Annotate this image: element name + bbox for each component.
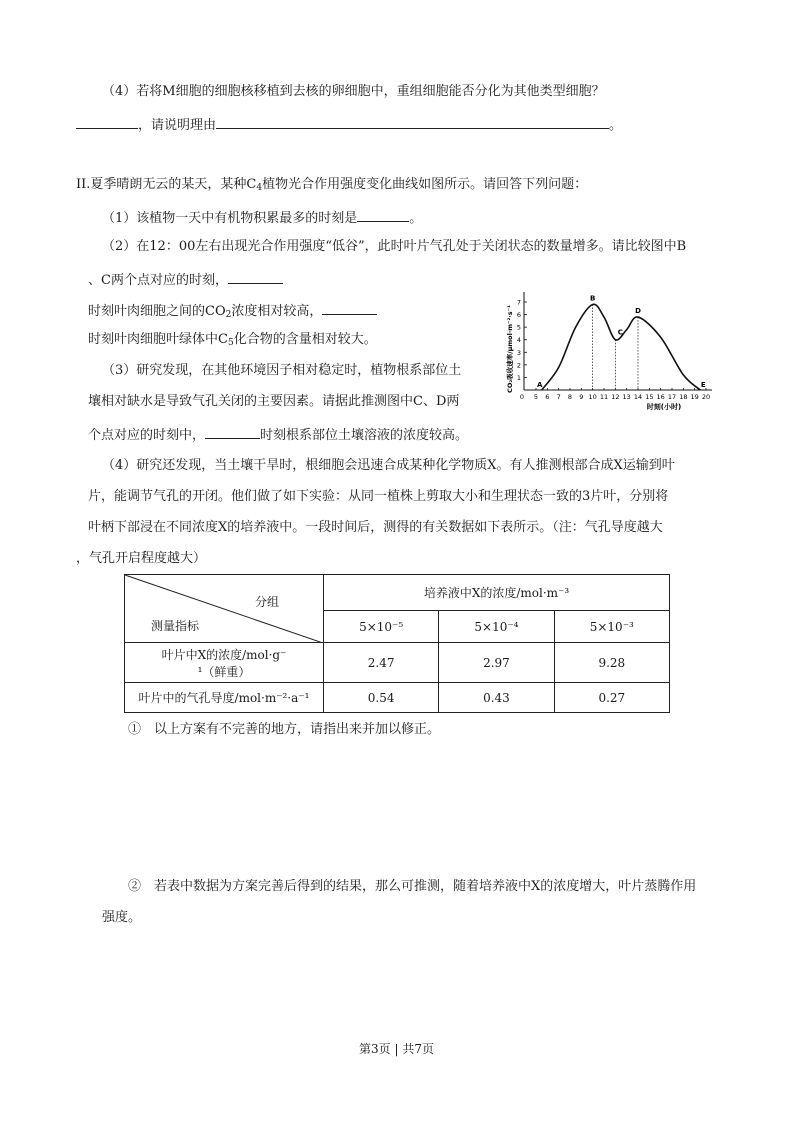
y-tick-label: 6 bbox=[516, 311, 521, 320]
table-row bbox=[125, 643, 670, 683]
sub-question-2-line-a: ② 若表中数据为方案完善后得到的结果，那么可推测，随着培养液中X的浓度增大，叶片蒸腾作用 bbox=[128, 879, 697, 894]
y-tick-label: 3 bbox=[516, 348, 521, 357]
answer-blank[interactable] bbox=[322, 300, 377, 315]
question-4-line-d: ，气孔开启程度越大） bbox=[76, 551, 207, 566]
table-cell: 0.43 bbox=[439, 683, 554, 713]
page-footer: 第3页 | 共7页 bbox=[359, 1042, 434, 1056]
y-tick-label: 5 bbox=[516, 323, 521, 332]
table-row bbox=[125, 683, 670, 713]
answer-blank[interactable] bbox=[357, 207, 409, 222]
question-4-line-c: 叶柄下部浸在不同浓度X的培养液中。一段时间后，测得的有关数据如下表所示。（注：气孔导度越大 bbox=[88, 520, 663, 535]
y-tick-label: 2 bbox=[516, 361, 521, 370]
x-tick-label: 6 bbox=[545, 393, 550, 401]
point-label-e: E bbox=[700, 381, 706, 389]
row-label-stomatal-conductance: 叶片中的气孔导度/mol·m⁻²·a⁻¹ bbox=[125, 683, 324, 713]
x-tick-label: 15 bbox=[645, 393, 654, 401]
x-tick-label: 10 bbox=[588, 393, 597, 401]
question-2-line-c: 时刻叶肉细胞之间的$CO_2$浓度相对较高， bbox=[88, 300, 377, 324]
corner-measure-label: 测量指标 bbox=[151, 619, 200, 633]
y-tick-label: 4 bbox=[516, 336, 521, 345]
x-tick-label: 7 bbox=[556, 393, 561, 401]
table-cell: 2.97 bbox=[439, 643, 554, 683]
x-axis-label: 时刻(小时) bbox=[646, 403, 682, 411]
question-2-line-b: 、C两个点对应的时刻， bbox=[88, 269, 283, 290]
question-4-cell-transplant: （4）若将M细胞的细胞核移植到去核的卵细胞中，重组细胞能否分化为其他类型细胞？ bbox=[102, 84, 605, 99]
concentration-col-2: 5×10⁻⁴ bbox=[439, 611, 554, 643]
x-tick-label: 16 bbox=[656, 393, 665, 401]
period: 。 bbox=[609, 118, 623, 133]
x-tick-label: 12 bbox=[611, 393, 620, 401]
x-tick-label: 0 bbox=[519, 393, 525, 401]
series-line bbox=[542, 304, 701, 390]
corner-group-label: 分组 bbox=[254, 595, 279, 609]
x-tick-label: 20 bbox=[701, 393, 711, 401]
x-tick-label: 8 bbox=[567, 393, 573, 401]
y-axis-label: CO₂吸收速率/μmol·m⁻²·s⁻¹ bbox=[506, 305, 514, 393]
answer-line-q4 bbox=[76, 114, 622, 135]
question-2-line-d: 时刻叶肉细胞叶绿体中$C_5$化合物的含量相对较大。 bbox=[88, 332, 377, 348]
point-label-a: A bbox=[536, 381, 543, 389]
x-tick-label: 13 bbox=[622, 393, 631, 401]
x-tick-label: 14 bbox=[633, 393, 643, 401]
row-label-x-concentration: 叶片中X的浓度/mol·g⁻ ¹（鲜重） bbox=[125, 643, 324, 683]
sub-question-1: ① 以上方案有不完善的地方，请指出来并加以修正。 bbox=[128, 722, 441, 737]
answer-blank[interactable] bbox=[228, 269, 283, 284]
answer-blank[interactable] bbox=[76, 114, 138, 129]
question-3-line-c: 个点对应的时刻中， 时刻根系部位土壤溶液的浓度较高。 bbox=[88, 424, 468, 445]
table-corner-cell bbox=[125, 575, 324, 643]
y-tick-label: 7 bbox=[516, 298, 521, 307]
question-4-line-b: 片，能调节气孔的开闭。他们做了如下实验：从同一植株上剪取大小和生理状态一致的3片叶，分别将 bbox=[88, 489, 669, 504]
experiment-data-table bbox=[124, 574, 670, 713]
x-tick-label: 11 bbox=[599, 393, 609, 401]
point-label-d: D bbox=[635, 307, 641, 316]
concentration-col-1: 5×10⁻⁵ bbox=[324, 611, 439, 643]
reason-prompt: ，请说明理由 bbox=[138, 118, 217, 133]
photosynthesis-curve-chart bbox=[498, 272, 718, 422]
question-1: （1）该植物一天中有机物积累最多的时刻是 。 bbox=[102, 207, 422, 228]
section2-intro: II.夏季晴朗无云的某天，某种$C_4$植物光合作用强度变化曲线如图所示。请回答下列问题： bbox=[76, 177, 588, 193]
question-3-line-a: （3）研究发现，在其他环境因子相对稳定时，植物根系部位土 bbox=[102, 363, 462, 378]
question-4-line-a: （4）研究还发现，当土壤干旱时，根细胞会迅速合成某种化学物质X。有人推测根部合成X运输到叶 bbox=[102, 458, 675, 473]
point-label-b: B bbox=[589, 294, 596, 303]
table-cell: 0.27 bbox=[554, 683, 669, 713]
group-header: 培养液中X的浓度/mol·m⁻³ bbox=[324, 575, 670, 611]
y-tick-label: 1 bbox=[516, 373, 521, 382]
table-cell: 2.47 bbox=[324, 643, 439, 683]
x-tick-label: 18 bbox=[679, 393, 688, 401]
sub-question-2-line-b: 强度。 bbox=[102, 910, 142, 925]
x-tick-label: 5 bbox=[533, 393, 539, 401]
table-cell: 9.28 bbox=[554, 643, 669, 683]
question-2-line-a: （2）在12：00左右出现光合作用强度“低谷”，此时叶片气孔处于关闭状态的数量增多。请比较图中B bbox=[102, 239, 687, 254]
question-3-line-b: 壤相对缺水是导致气孔关闭的主要因素。请据此推测图中C、D两 bbox=[88, 394, 460, 409]
table-cell: 0.54 bbox=[324, 683, 439, 713]
answer-blank[interactable] bbox=[205, 424, 260, 439]
point-label-c: C bbox=[617, 328, 623, 337]
x-tick-label: 19 bbox=[690, 393, 699, 401]
concentration-col-3: 5×10⁻³ bbox=[554, 611, 669, 643]
x-tick-label: 9 bbox=[579, 393, 584, 401]
answer-blank[interactable] bbox=[216, 114, 609, 129]
x-tick-label: 17 bbox=[667, 393, 677, 401]
